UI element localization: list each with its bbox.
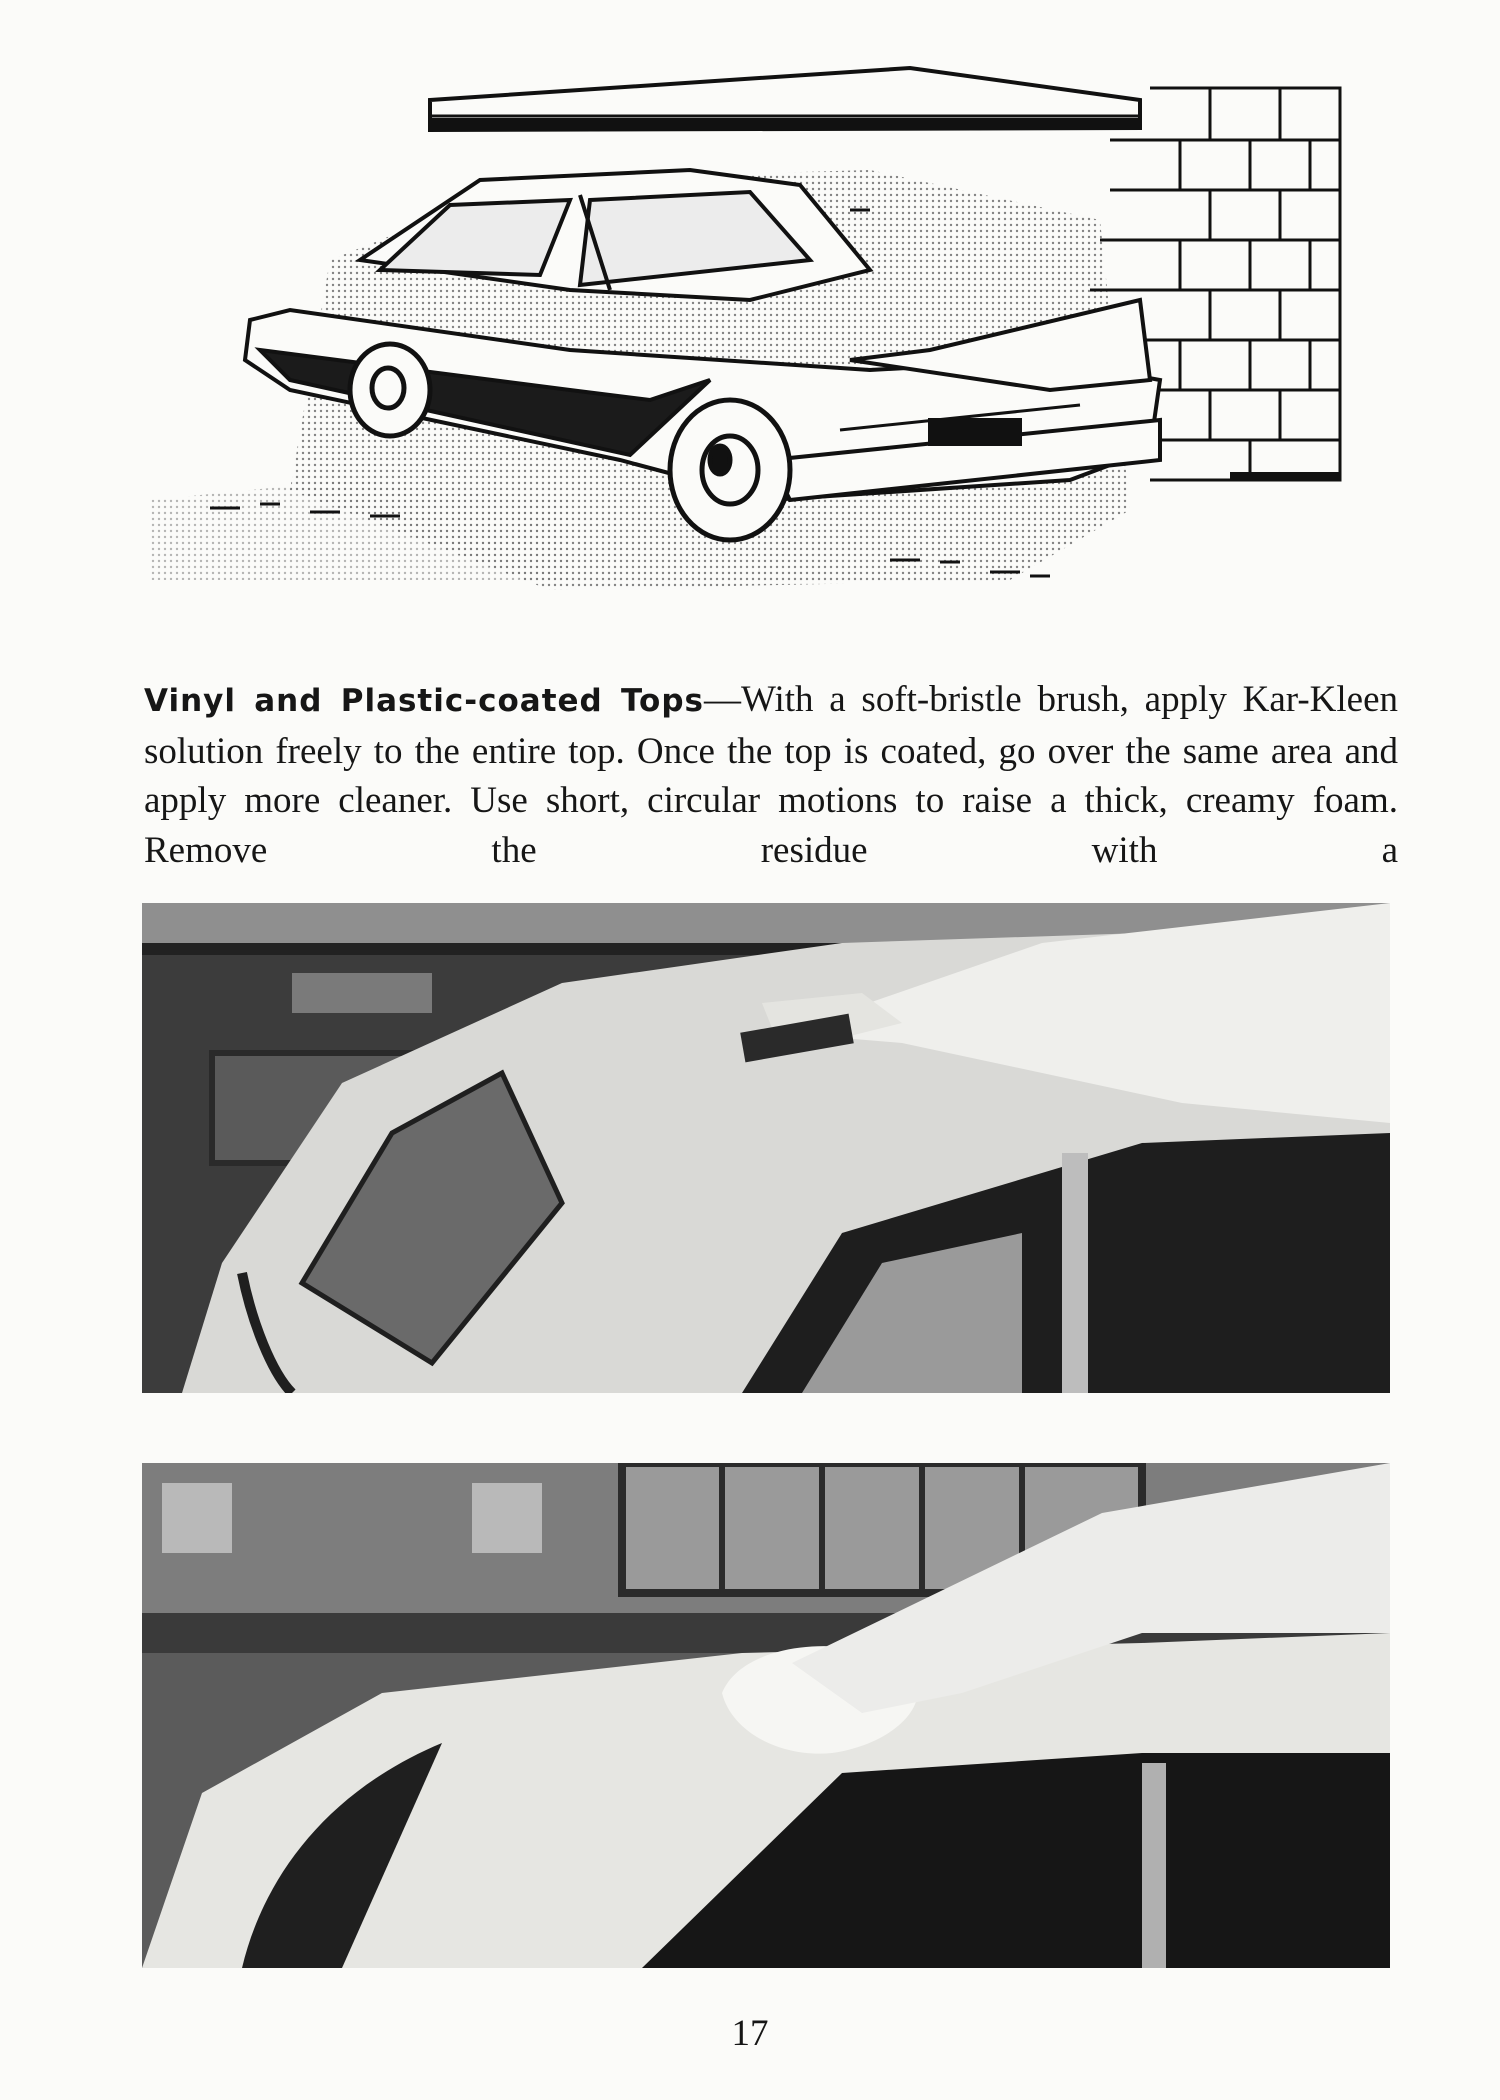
page-number: 17 [731,2013,769,2054]
photo-wiping-top [142,1463,1390,1968]
paragraph-body: With a soft-bristle brush, apply Kar-Kleen solution freely to the entire top. Once the top is coated, go over the same area and apply more cleaner. Use short, circular motions to raise a thick, creamy foam. Remove the residue with a [144,679,1399,871]
em-dash: — [704,679,742,720]
section-lead-heading: Vinyl and Plastic-coated Tops [144,683,705,719]
body-paragraph [144,675,1398,875]
photo-brushing-top [142,903,1390,1393]
car-carport-illustration [150,60,1350,600]
